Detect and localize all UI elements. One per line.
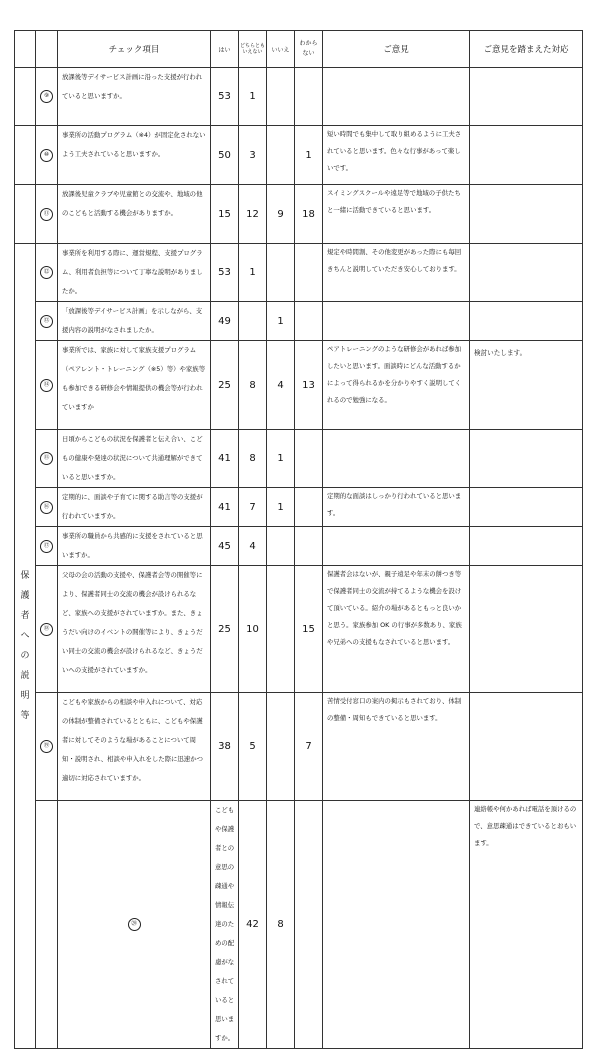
opinion-cell [323, 527, 470, 566]
count-neither: 10 [239, 566, 267, 693]
item-number: ⑫ [36, 244, 58, 302]
check-item: こどもや家族からの相談や申入れについて、対応の体制が整備されているとともに、こどもや保護者に対してそのような場があることについて周知・説明され、相談や申入れをした際に迅速かつ適切に対応されていますか。 [58, 693, 211, 801]
header-neither-line1: どちらとも [239, 42, 265, 49]
survey-table [14, 30, 583, 1049]
check-item: 父母の会の活動の支援や、保護者会等の開催等により、保護者同士の交流の機会が設けられるなど、家族への支援がされていますか。また、きょうだい向けのイベントの開催等により、きょうだい同士の交流の機会が設けられるなど、きょうだいへの支援がされていますか。 [58, 566, 211, 693]
count-no [267, 68, 295, 126]
header-neither-line2: いえない [242, 49, 263, 55]
count-yes: 53 [211, 68, 239, 126]
count-unknown: 13 [295, 341, 323, 430]
count-yes: 25 [211, 341, 239, 430]
count-neither: 5 [239, 693, 267, 801]
count-unknown: 15 [295, 566, 323, 693]
opinion-cell: 苦情受付窓口の案内の掲示もされており、体制の整備・周知もできていると思います。 [323, 693, 470, 801]
item-number: ⑨ [36, 68, 58, 126]
check-item: 事業所では、家族に対して家族支援プログラム（ペアレント・トレーニング（※5）等）や家族等も参加できる研修会や情報提供の機会等が行われていますか [58, 341, 211, 430]
category-blank [36, 801, 58, 1049]
item-number: ⑯ [36, 488, 58, 527]
count-unknown [295, 244, 323, 302]
count-yes: 49 [211, 302, 239, 341]
category-blank [15, 68, 36, 126]
header-yes: はい [211, 31, 239, 68]
opinion-cell [323, 68, 470, 126]
check-item: 事業所を利用する際に、運営規程、支援プログラム、利用者負担等について丁寧な説明がありましたか。 [58, 244, 211, 302]
header-unknown [295, 31, 323, 68]
count-no [295, 801, 323, 1049]
item-number: ⑪ [36, 185, 58, 244]
item-number: ⑭ [36, 341, 58, 430]
response-cell [470, 185, 583, 244]
opinion-cell: スイミングスクールや遠足等で地域の子供たちと一緒に活動できていると思います。 [323, 185, 470, 244]
opinion-cell: 規定や時間割、その他変更があった際にも毎回きちんと説明していただき安心しております。 [323, 244, 470, 302]
response-cell [470, 244, 583, 302]
count-unknown [295, 488, 323, 527]
category-blank [15, 185, 36, 244]
opinion-cell: 定期的な面談はしっかり行われていると思います。 [323, 488, 470, 527]
header-unknown-line2: ない [302, 50, 315, 57]
response-cell [470, 126, 583, 185]
count-unknown [295, 68, 323, 126]
opinion-cell [323, 430, 470, 488]
check-item: 事業所の活動プログラム（※4）が固定化されないよう工夫されていると思いますか。 [58, 126, 211, 185]
count-yes: 25 [211, 566, 239, 693]
count-unknown [295, 430, 323, 488]
count-neither: 4 [239, 527, 267, 566]
count-no [267, 527, 295, 566]
count-no: 1 [267, 430, 295, 488]
count-neither: 8 [267, 801, 295, 1049]
count-no [267, 126, 295, 185]
response-cell [470, 488, 583, 527]
check-item: 放課後等デイサービス計画に沿った支援が行われていると思いますか。 [58, 68, 211, 126]
header-row [15, 31, 583, 68]
count-yes: 38 [211, 693, 239, 801]
count-unknown [323, 801, 470, 1049]
table-row [15, 801, 583, 1049]
item-number: ⑮ [36, 430, 58, 488]
count-yes: 53 [211, 244, 239, 302]
table-row [15, 126, 583, 185]
category-blank [15, 126, 36, 185]
item-number: ⑱ [36, 566, 58, 693]
count-unknown: 1 [295, 126, 323, 185]
header-blank-1 [15, 31, 36, 68]
count-yes: 41 [211, 430, 239, 488]
check-item: 日頃からこどもの状況を保護者と伝え合い、こどもの健康や発達の状況について共通理解ができていると思いますか。 [58, 430, 211, 488]
count-unknown [295, 527, 323, 566]
opinion-cell: 保護者会はないが、親子遠足や年末の餅つき等で保護者同士の交流が持てるような機会を設けて頂いている。紹介の場があるともっと良いかと思う。家族参加 OK の行事が多数あり、家族や兄弟への支援もなされていると思います。 [323, 566, 470, 693]
count-yes: 45 [211, 527, 239, 566]
count-no [267, 244, 295, 302]
count-yes: 50 [211, 126, 239, 185]
count-no: 9 [267, 185, 295, 244]
table-row [15, 693, 583, 801]
category-label: 保護者への説明等 [20, 571, 30, 721]
count-neither: 8 [239, 430, 267, 488]
count-yes: 41 [211, 488, 239, 527]
count-unknown [295, 302, 323, 341]
header-blank-2 [36, 31, 58, 68]
category-label-cell [15, 244, 36, 1049]
response-cell [470, 302, 583, 341]
item-number: ⑬ [36, 302, 58, 341]
response-cell [470, 68, 583, 126]
count-no: 4 [267, 341, 295, 430]
response-cell [470, 566, 583, 693]
count-no: 1 [267, 302, 295, 341]
count-no [267, 693, 295, 801]
table-row [15, 566, 583, 693]
count-yes: 15 [211, 185, 239, 244]
header-unknown-line1: わから [299, 40, 318, 48]
table-row [15, 244, 583, 302]
header-no: いいえ [267, 31, 295, 68]
count-neither: 7 [239, 488, 267, 527]
count-neither: 3 [239, 126, 267, 185]
count-no: 1 [267, 488, 295, 527]
table-row [15, 185, 583, 244]
count-unknown: 7 [295, 693, 323, 801]
check-item: 事業所の職員から共感的に支援をされていると思いますか。 [58, 527, 211, 566]
count-neither: 1 [239, 244, 267, 302]
response-cell [470, 430, 583, 488]
count-neither: 12 [239, 185, 267, 244]
item-number: ⑳ [58, 801, 211, 1049]
table-row [15, 488, 583, 527]
header-opinion: ご意見 [323, 31, 470, 68]
count-neither [239, 302, 267, 341]
count-no [267, 566, 295, 693]
response-cell: 検討いたします。 [470, 341, 583, 430]
count-unknown: 18 [295, 185, 323, 244]
table-row [15, 302, 583, 341]
check-item: こどもや保護者との意思の疎通や情報伝達のための配慮がなされていると思いますか。 [211, 801, 239, 1049]
count-yes: 42 [239, 801, 267, 1049]
header-neither [239, 31, 267, 68]
opinion-cell: ペアトレーニングのような研修会があれば参加したいと思います。面談時にどんな活動するかによって得られるかを分かりやすく説明してくれるので勉強になる。 [323, 341, 470, 430]
table-row [15, 341, 583, 430]
response-cell [470, 527, 583, 566]
table-row [15, 68, 583, 126]
count-neither: 1 [239, 68, 267, 126]
item-number: ⑲ [36, 693, 58, 801]
check-item: 放課後児童クラブや児童館との交流や、地域の他のこどもと活動する機会がありますか。 [58, 185, 211, 244]
item-number: ⑰ [36, 527, 58, 566]
opinion-cell: 連絡帳や何かあれば電話を頂けるので、意思疎通はできているとおもいます。 [470, 801, 583, 1049]
opinion-cell [323, 302, 470, 341]
response-cell [470, 693, 583, 801]
check-item: 定期的に、面談や子育てに関する助言等の支援が行われていますか。 [58, 488, 211, 527]
check-item: 「放課後等デイサービス計画」を示しながら、支援内容の説明がなされましたか。 [58, 302, 211, 341]
table-row [15, 430, 583, 488]
item-number: ⑩ [36, 126, 58, 185]
opinion-cell: 短い時間でも集中して取り組めるように工夫されていると思います。色々な行事があって楽しいです。 [323, 126, 470, 185]
header-response: ご意見を踏まえた対応 [470, 31, 583, 68]
table-row [15, 527, 583, 566]
count-neither: 8 [239, 341, 267, 430]
header-check-item: チェック項目 [58, 31, 211, 68]
